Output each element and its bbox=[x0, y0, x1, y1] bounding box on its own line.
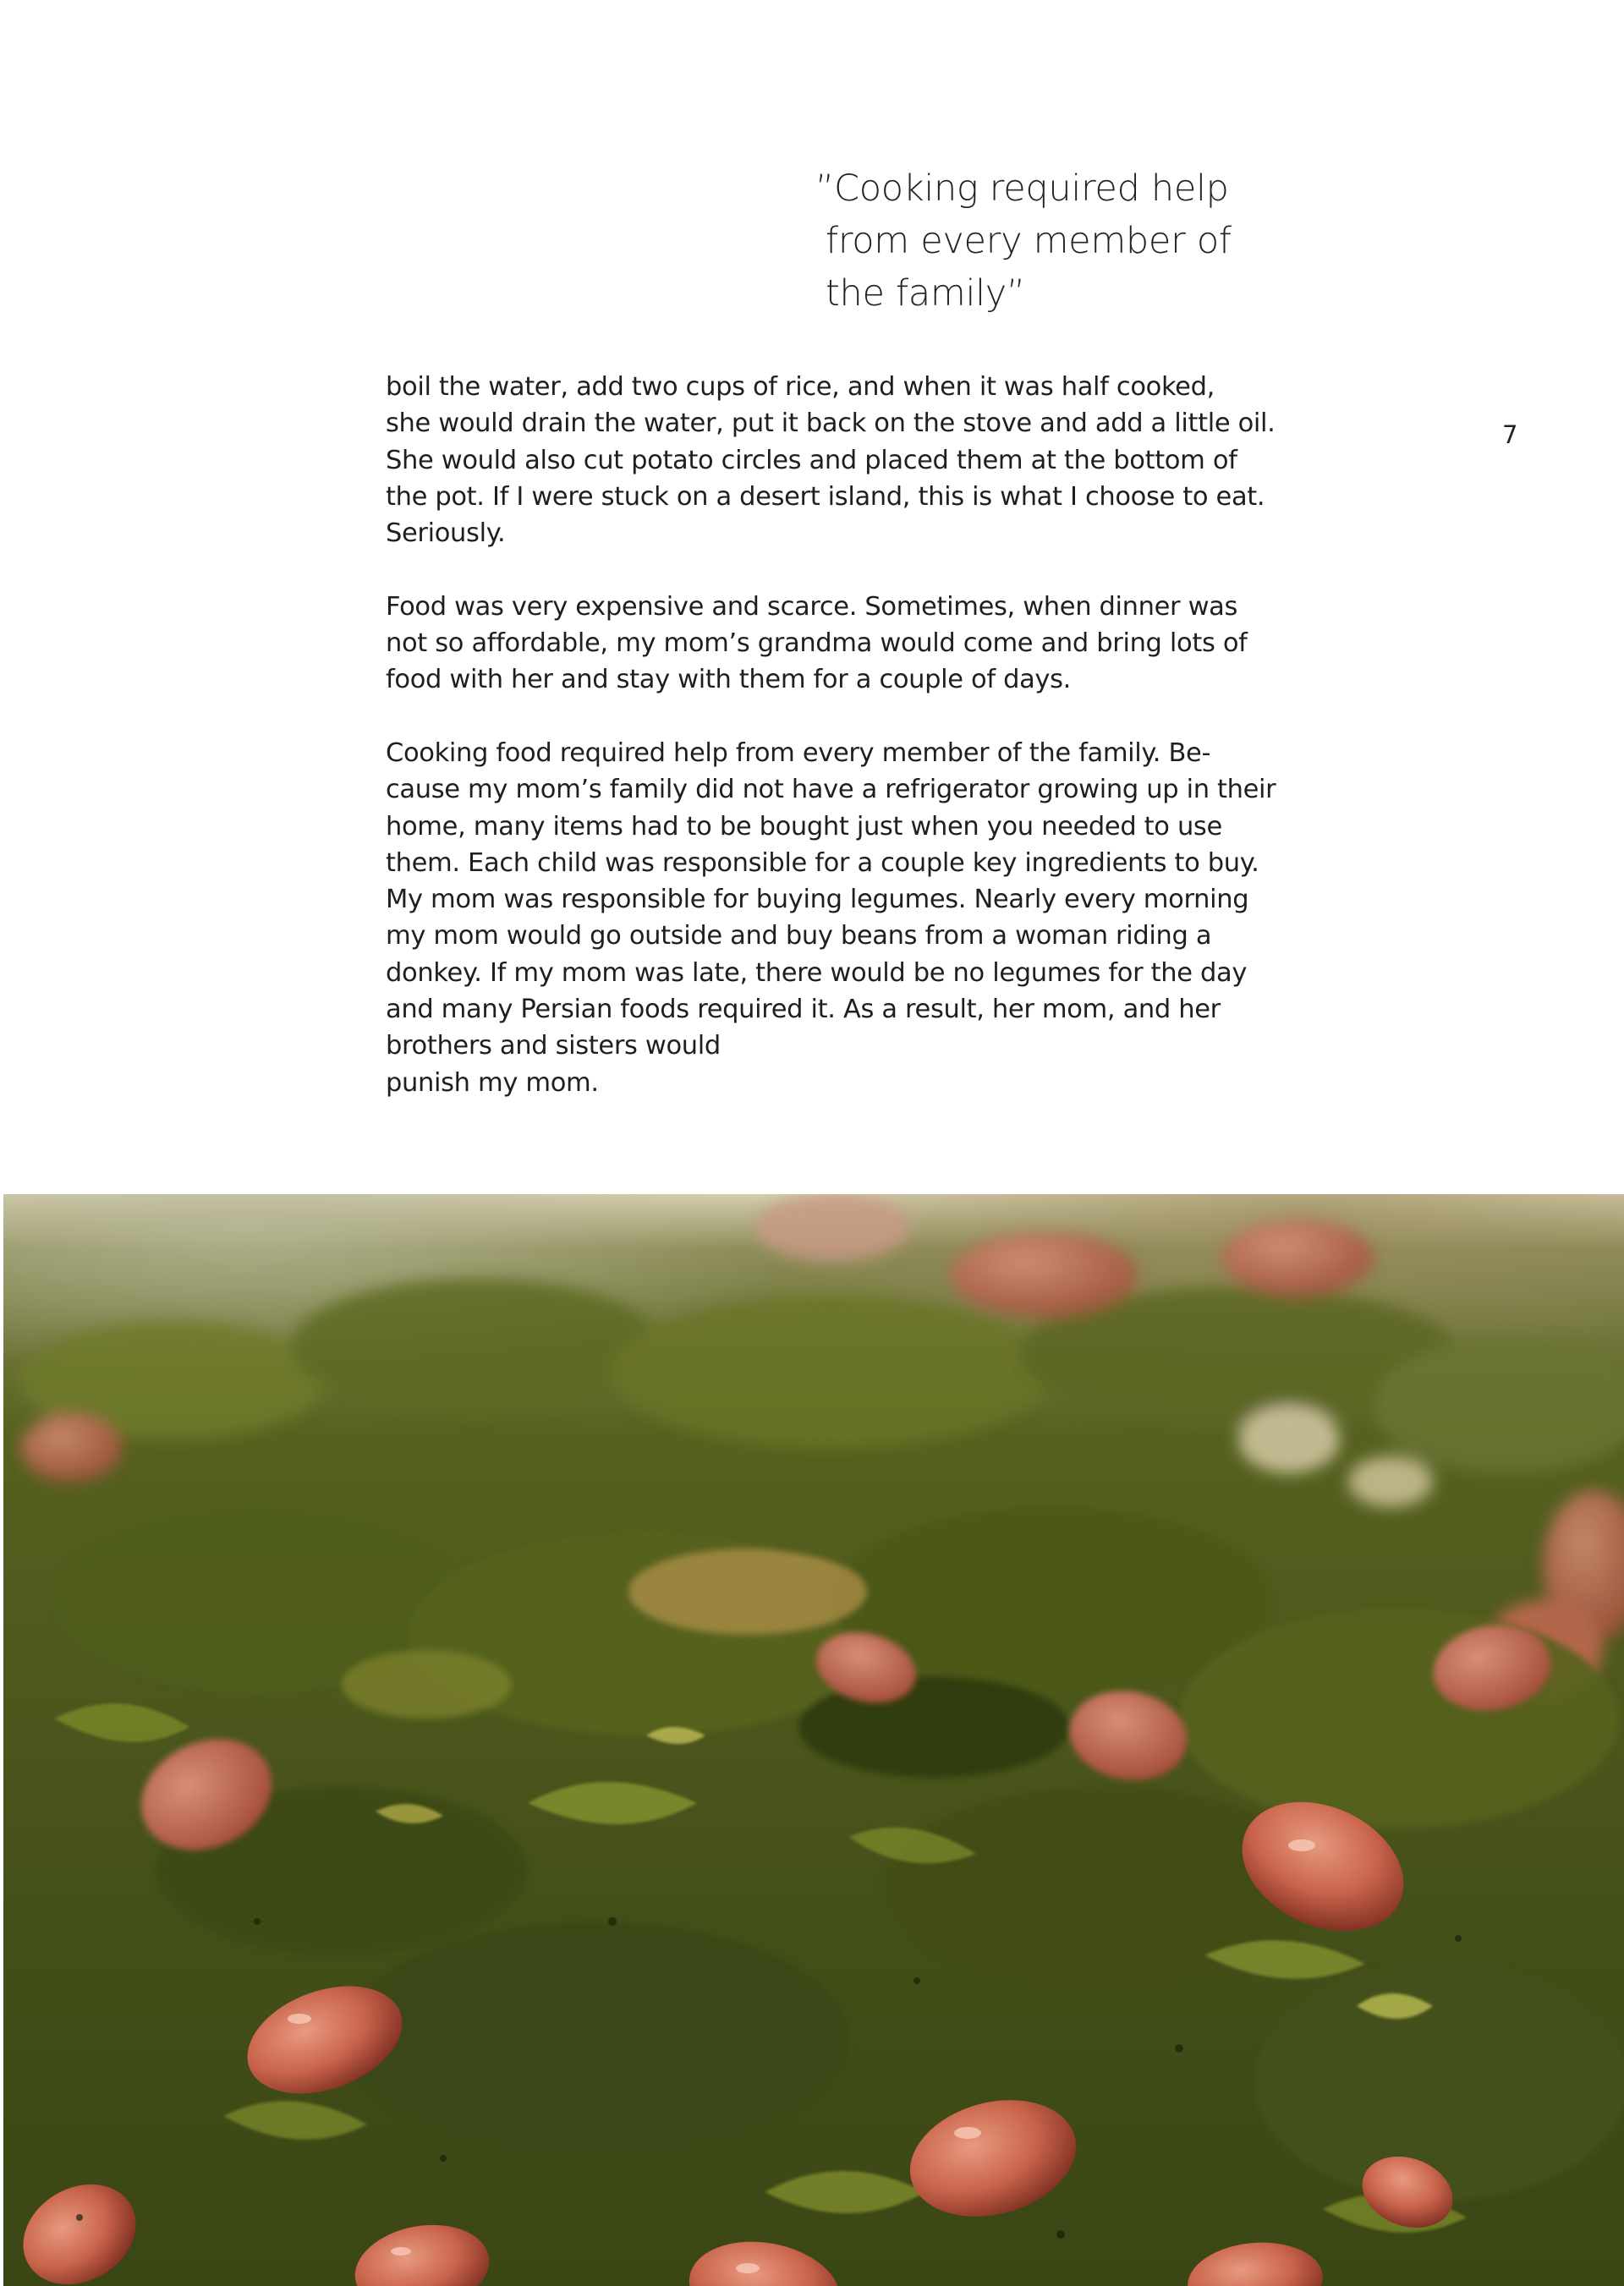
text-line: and many Persian foods required it. As a result, her mom, and her bbox=[386, 995, 1221, 1025]
text-line: she would drain the water, put it back on the stove and add a little oil. bbox=[386, 408, 1276, 439]
text-line: them. Each child was responsible for a couple key ingredients to buy. bbox=[386, 847, 1259, 878]
text-line: not so affordable, my mom’s grandma would come and bring lots of bbox=[386, 628, 1248, 659]
text-line: Seriously. bbox=[386, 518, 506, 549]
pull-quote-line: from every member of bbox=[826, 220, 1232, 262]
text-line: my mom would go outside and buy beans from a woman riding a bbox=[386, 921, 1212, 951]
text-line: home, many items had to be bought just when you needed to use bbox=[386, 811, 1222, 841]
text-line: Food was very expensive and scarce. Sometimes, when dinner was bbox=[386, 591, 1238, 622]
paragraph bbox=[386, 369, 1282, 551]
pull-quote-line: the family” bbox=[826, 272, 1025, 315]
text-line: boil the water, add two cups of rice, and when it was half cooked, bbox=[386, 372, 1215, 402]
text-line: She would also cut potato circles and placed them at the bottom of bbox=[386, 445, 1237, 475]
text-line: cause my mom’s family did not have a refrigerator growing up in their bbox=[386, 775, 1276, 805]
text-line: Cooking food required help from every member of the family. Be- bbox=[386, 737, 1211, 768]
pull-quote-line: ”Cooking required help bbox=[815, 167, 1229, 210]
paragraph bbox=[386, 735, 1282, 1101]
food-photo bbox=[3, 1194, 1624, 2286]
text-line: brothers and sisters would bbox=[386, 1031, 721, 1061]
paragraph bbox=[386, 589, 1282, 699]
text-line: the pot. If I were stuck on a desert island, this is what I choose to eat. bbox=[386, 481, 1265, 512]
text-line: punish my mom. bbox=[386, 1067, 599, 1098]
pull-quote bbox=[815, 162, 1289, 320]
text-line: donkey. If my mom was late, there would be no legumes for the day bbox=[386, 957, 1248, 988]
text-line: food with her and stay with them for a couple of days. bbox=[386, 665, 1072, 695]
body-text bbox=[386, 369, 1282, 1138]
text-line: My mom was responsible for buying legumes. Nearly every morning bbox=[386, 885, 1249, 915]
page-number: 7 bbox=[1502, 420, 1518, 449]
